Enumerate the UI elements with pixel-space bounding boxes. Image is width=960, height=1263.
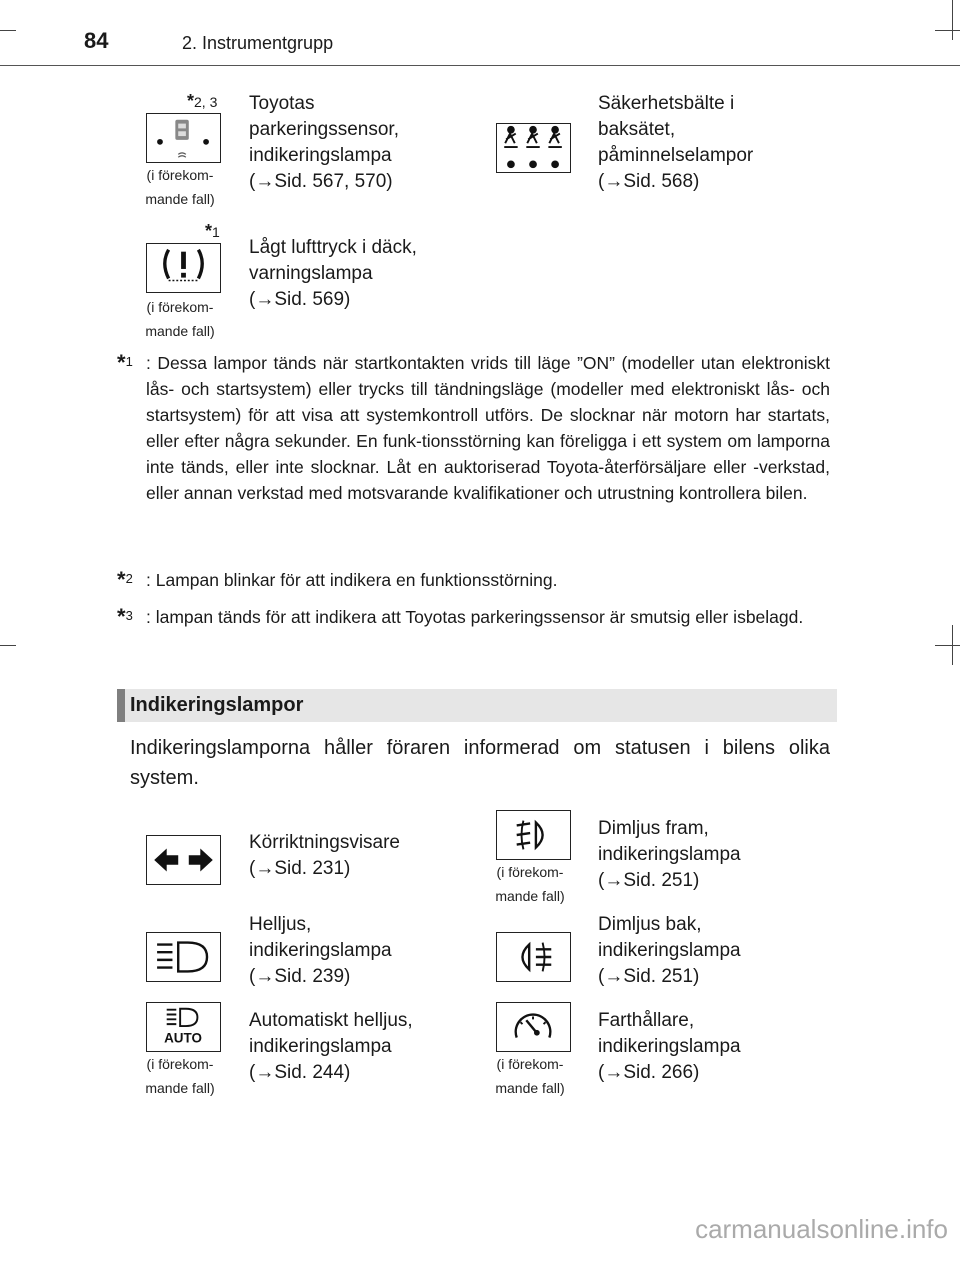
page-number: 84 (84, 28, 109, 53)
rear-fog-icon (496, 932, 571, 982)
chapter-title: 2. Instrumentgrupp (182, 33, 334, 53)
svg-text:AUTO: AUTO (164, 1030, 202, 1046)
availability-note: (i förekom- mande fall) (145, 299, 215, 339)
parking-sensor-icon (146, 113, 221, 163)
cruise-control-icon (496, 1002, 571, 1052)
section-header (117, 689, 837, 722)
parking-footnote-ref: *2, 3 (187, 91, 218, 111)
turn-signal-label: Körriktningsvisare (→Sid. 231) (249, 832, 400, 879)
cruise-control-label: Farthållare, indikeringslampa (→Sid. 266) (598, 1010, 741, 1083)
tire-footnote-ref: *1 (205, 221, 220, 241)
header-divider (0, 65, 960, 66)
rear-seatbelt-icon (496, 123, 571, 173)
availability-note: (i förekom- mande fall) (145, 167, 215, 207)
crop-mark (0, 645, 16, 646)
section-title: Indikeringslampor (130, 694, 304, 716)
availability-note: (i förekom- mande fall) (495, 1056, 565, 1096)
front-fog-icon (496, 810, 571, 860)
rear-seatbelt-label: Säkerhetsbälte i baksätet, påminnelselampor (→Sid. 568) (598, 93, 754, 192)
auto-high-beam-icon (146, 1002, 221, 1052)
section-intro: Indikeringslamporna håller föraren informerad om statusen i bilens olika system. (130, 737, 830, 789)
rear-fog-label: Dimljus bak, indikeringslampa (→Sid. 251) (598, 914, 741, 987)
watermark-link[interactable]: carmanualsonline.info (695, 1214, 948, 1244)
auto-high-beam-label: Automatiskt helljus, indikeringslampa (→Sid. 244) (249, 1010, 413, 1083)
parking-sensor-label: Toyotas parkeringssensor, indikeringslampa (→Sid. 567, 570) (249, 93, 399, 192)
crop-mark (935, 30, 960, 31)
crop-mark (935, 645, 960, 646)
tire-pressure-icon (146, 243, 221, 293)
crop-mark (0, 30, 16, 31)
availability-note: (i förekom- mande fall) (145, 1056, 215, 1096)
front-fog-label: Dimljus fram, indikeringslampa (→Sid. 251) (598, 818, 741, 891)
turn-signal-icon (146, 835, 221, 885)
footnote-3: *$^3$ : lampan tänds för att indikera att Toyotas parkeringssensor är smutsig eller isbelagd. (117, 604, 804, 629)
section-accent (117, 689, 125, 722)
high-beam-icon (146, 932, 221, 982)
availability-note: (i förekom- mande fall) (495, 864, 565, 904)
footnote-1: *$^1$ : Dessa lampor tänds när startkontakten vrids till läge ”ON” (modeller utan elektroniskt lås- och startsystem) eller trycks till tändningsläge (modeller med elektroniskt lås- och startsystem) för att visa att systemkontroll utförs. De slocknar när motorn har startats, eller efter några sekunder. En funk-tionsstörning kan föreligga i ett system om lamporna inte tänds, eller inte slocknar. Låt en auktoriserad Toyota-återförsäljare eller -verkstad, eller annan verkstad med motsvarande kvalifikationer och utrustning kontrollera bilen. (117, 350, 830, 503)
footnote-2: *$^2$ : Lampan blinkar för att indikera en funktionsstörning. (117, 567, 558, 592)
tire-pressure-label: Lågt lufttryck i däck, varningslampa (→Sid. 569) (249, 237, 417, 310)
crop-mark (952, 0, 953, 40)
high-beam-label: Helljus, indikeringslampa (→Sid. 239) (249, 914, 392, 987)
